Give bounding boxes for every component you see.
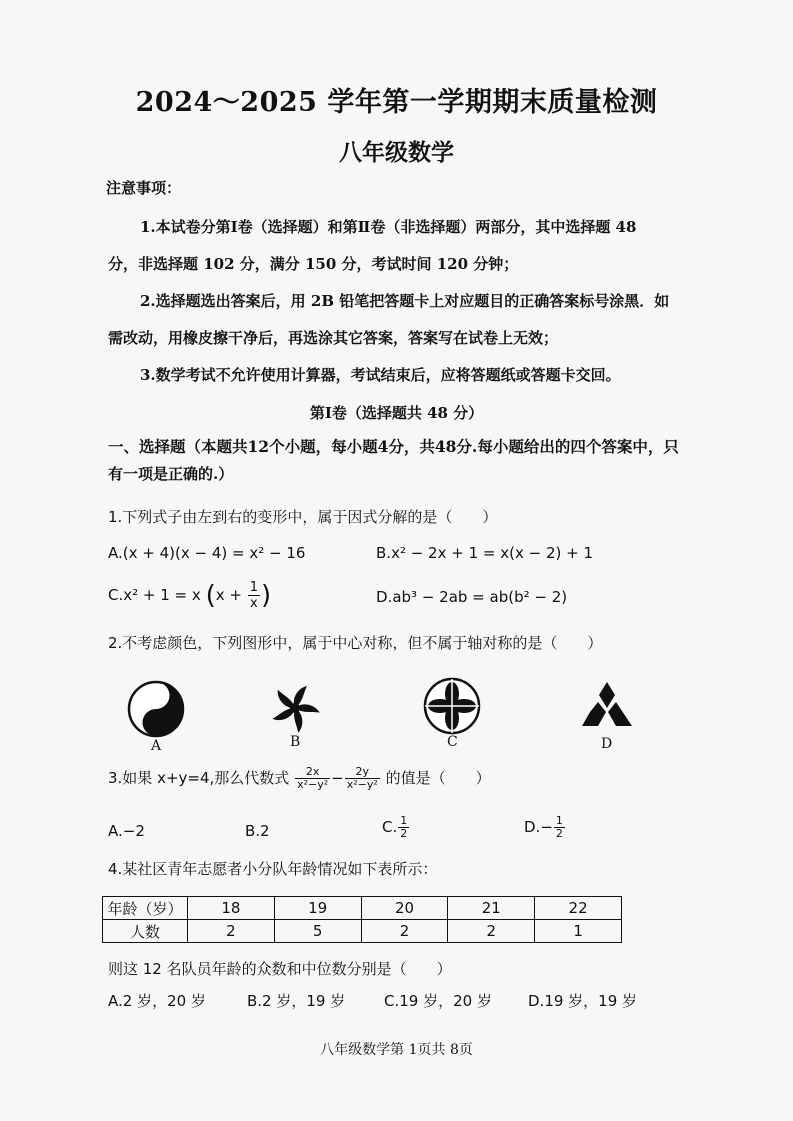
question-4-option-c: C.19 岁，20 岁 bbox=[384, 992, 492, 1010]
table-cell: 2 bbox=[448, 920, 535, 943]
question-2-stem: 2.不考虑颜色，下列图形中，属于中心对称，但不属于轴对称的是（ ） bbox=[108, 634, 603, 652]
notice-item1-line2: 分，非选择题 102 分，满分 150 分，考试时间 120 分钟； bbox=[108, 255, 519, 273]
fraction-denominator: x²−y² bbox=[297, 778, 329, 791]
table-cell: 1 bbox=[535, 920, 622, 943]
age-distribution-table bbox=[102, 896, 622, 943]
question-3-option-c bbox=[382, 815, 410, 840]
section-heading-line2: 有一项是正确的.） bbox=[108, 465, 234, 483]
question-1-stem: 1.下列式子由左到右的变形中，属于因式分解的是（ ） bbox=[108, 508, 498, 526]
page-footer: 八年级数学第 1页共 8页 bbox=[320, 1042, 473, 1058]
question-1-option-a bbox=[108, 544, 305, 562]
paren-open: ( bbox=[205, 580, 216, 611]
option-expression: (x + 4)(x − 4) = x² − 16 bbox=[122, 544, 306, 562]
figure-label-c: C bbox=[447, 734, 458, 750]
fraction-numerator: 1 bbox=[555, 814, 563, 827]
table-row-ages bbox=[103, 897, 622, 920]
fraction-denominator: 2 bbox=[400, 827, 408, 840]
figure-label-a: A bbox=[151, 738, 162, 754]
yin-yang-figure bbox=[127, 680, 185, 738]
option-expression-left: x² + 1 = x bbox=[123, 586, 201, 604]
question-4-option-a: A.2 岁，20 岁 bbox=[108, 992, 206, 1010]
option-label: D. bbox=[376, 588, 393, 606]
question-3-stem bbox=[108, 766, 491, 791]
figure-label-b: B bbox=[290, 734, 301, 750]
question-3-option-a: A.−2 bbox=[108, 822, 145, 840]
table-cell: 21 bbox=[448, 897, 535, 920]
fraction-denominator: 2 bbox=[555, 827, 563, 840]
fraction-numerator: 2y bbox=[345, 766, 380, 779]
table-cell: 20 bbox=[361, 897, 448, 920]
fraction-denominator: x²−y² bbox=[346, 778, 378, 791]
table-cell: 18 bbox=[188, 897, 275, 920]
question-4-option-d: D.19 岁，19 岁 bbox=[528, 992, 638, 1010]
minus-sign: − bbox=[331, 769, 344, 787]
figure-label-d: D bbox=[601, 736, 613, 752]
exam-title: 2024～2025 学年第一学期期末质量检测 bbox=[135, 87, 658, 118]
table-header-count: 人数 bbox=[103, 920, 188, 943]
notice-item2-line1: 2.选择题选出答案后，用 2B 铅笔把答题卡上对应题目的正确答案标号涂黑．如 bbox=[140, 292, 670, 310]
notice-item1-line1: 1.本试卷分第Ⅰ卷（选择题）和第Ⅱ卷（非选择题）两部分，其中选择题 48 bbox=[140, 218, 637, 236]
question-3-option-d bbox=[524, 815, 566, 840]
option-expression: x² − 2x + 1 = x(x − 2) + 1 bbox=[391, 544, 593, 562]
table-cell: 22 bbox=[535, 897, 622, 920]
exam-subtitle: 八年级数学 bbox=[339, 139, 454, 166]
table-cell: 2 bbox=[361, 920, 448, 943]
question-3-option-b: B.2 bbox=[245, 822, 270, 840]
question-1-option-c bbox=[108, 580, 271, 611]
table-cell: 2 bbox=[188, 920, 275, 943]
fraction-numerator: 2x bbox=[295, 766, 330, 779]
four-petal-circle-figure bbox=[422, 676, 482, 736]
fraction-numerator: 1 bbox=[400, 814, 408, 827]
fraction-2x-over-x2-minus-y2 bbox=[295, 766, 330, 791]
three-diamonds-figure bbox=[578, 680, 636, 730]
notice-item3: 3.数学考试不允许使用计算器，考试结束后，应将答题纸或答题卡交回。 bbox=[140, 366, 621, 384]
option-expression-x: x + bbox=[215, 586, 242, 604]
paren-close: ) bbox=[261, 580, 272, 611]
option-label: D.− bbox=[524, 818, 553, 836]
question-4-followup: 则这 12 名队员年龄的众数和中位数分别是（ ） bbox=[108, 960, 452, 978]
option-label: C. bbox=[108, 586, 124, 604]
question-4-stem: 4.某社区青年志愿者小分队年龄情况如下表所示： bbox=[108, 860, 438, 878]
fraction-one-half bbox=[398, 815, 409, 840]
table-cell: 5 bbox=[274, 920, 361, 943]
table-header-age: 年龄（岁） bbox=[103, 897, 188, 920]
notice-heading: 注意事项： bbox=[106, 179, 182, 197]
question-3-stem-pre: 3.如果 x+y=4,那么代数式 bbox=[108, 769, 290, 787]
question-1-option-d bbox=[376, 588, 567, 606]
fraction-denominator: x bbox=[250, 596, 258, 611]
option-label: B. bbox=[376, 544, 392, 562]
table-row-counts bbox=[103, 920, 622, 943]
part-title: 第Ⅰ卷（选择题共 48 分） bbox=[309, 404, 484, 422]
table-cell: 19 bbox=[274, 897, 361, 920]
fraction-numerator: 1 bbox=[249, 580, 258, 595]
fraction-2y-over-x2-minus-y2 bbox=[345, 766, 380, 791]
question-4-option-b: B.2 岁，19 岁 bbox=[247, 992, 346, 1010]
section-heading-line1: 一、选择题（本题共12个小题，每小题4分，共48分.每小题给出的四个答案中，只 bbox=[108, 437, 679, 456]
notice-item2-line2: 需改动，用橡皮擦干净后，再选涂其它答案，答案写在试卷上无效； bbox=[108, 329, 559, 347]
question-3-stem-post: 的值是（ ） bbox=[385, 769, 491, 787]
option-label: A. bbox=[108, 544, 123, 562]
option-label: C. bbox=[382, 818, 398, 836]
fraction-one-half bbox=[554, 815, 565, 840]
pinwheel-figure bbox=[266, 680, 324, 736]
question-1-option-b bbox=[376, 544, 593, 562]
option-expression: ab³ − 2ab = ab(b² − 2) bbox=[392, 588, 568, 606]
fraction-one-over-x bbox=[248, 580, 260, 611]
